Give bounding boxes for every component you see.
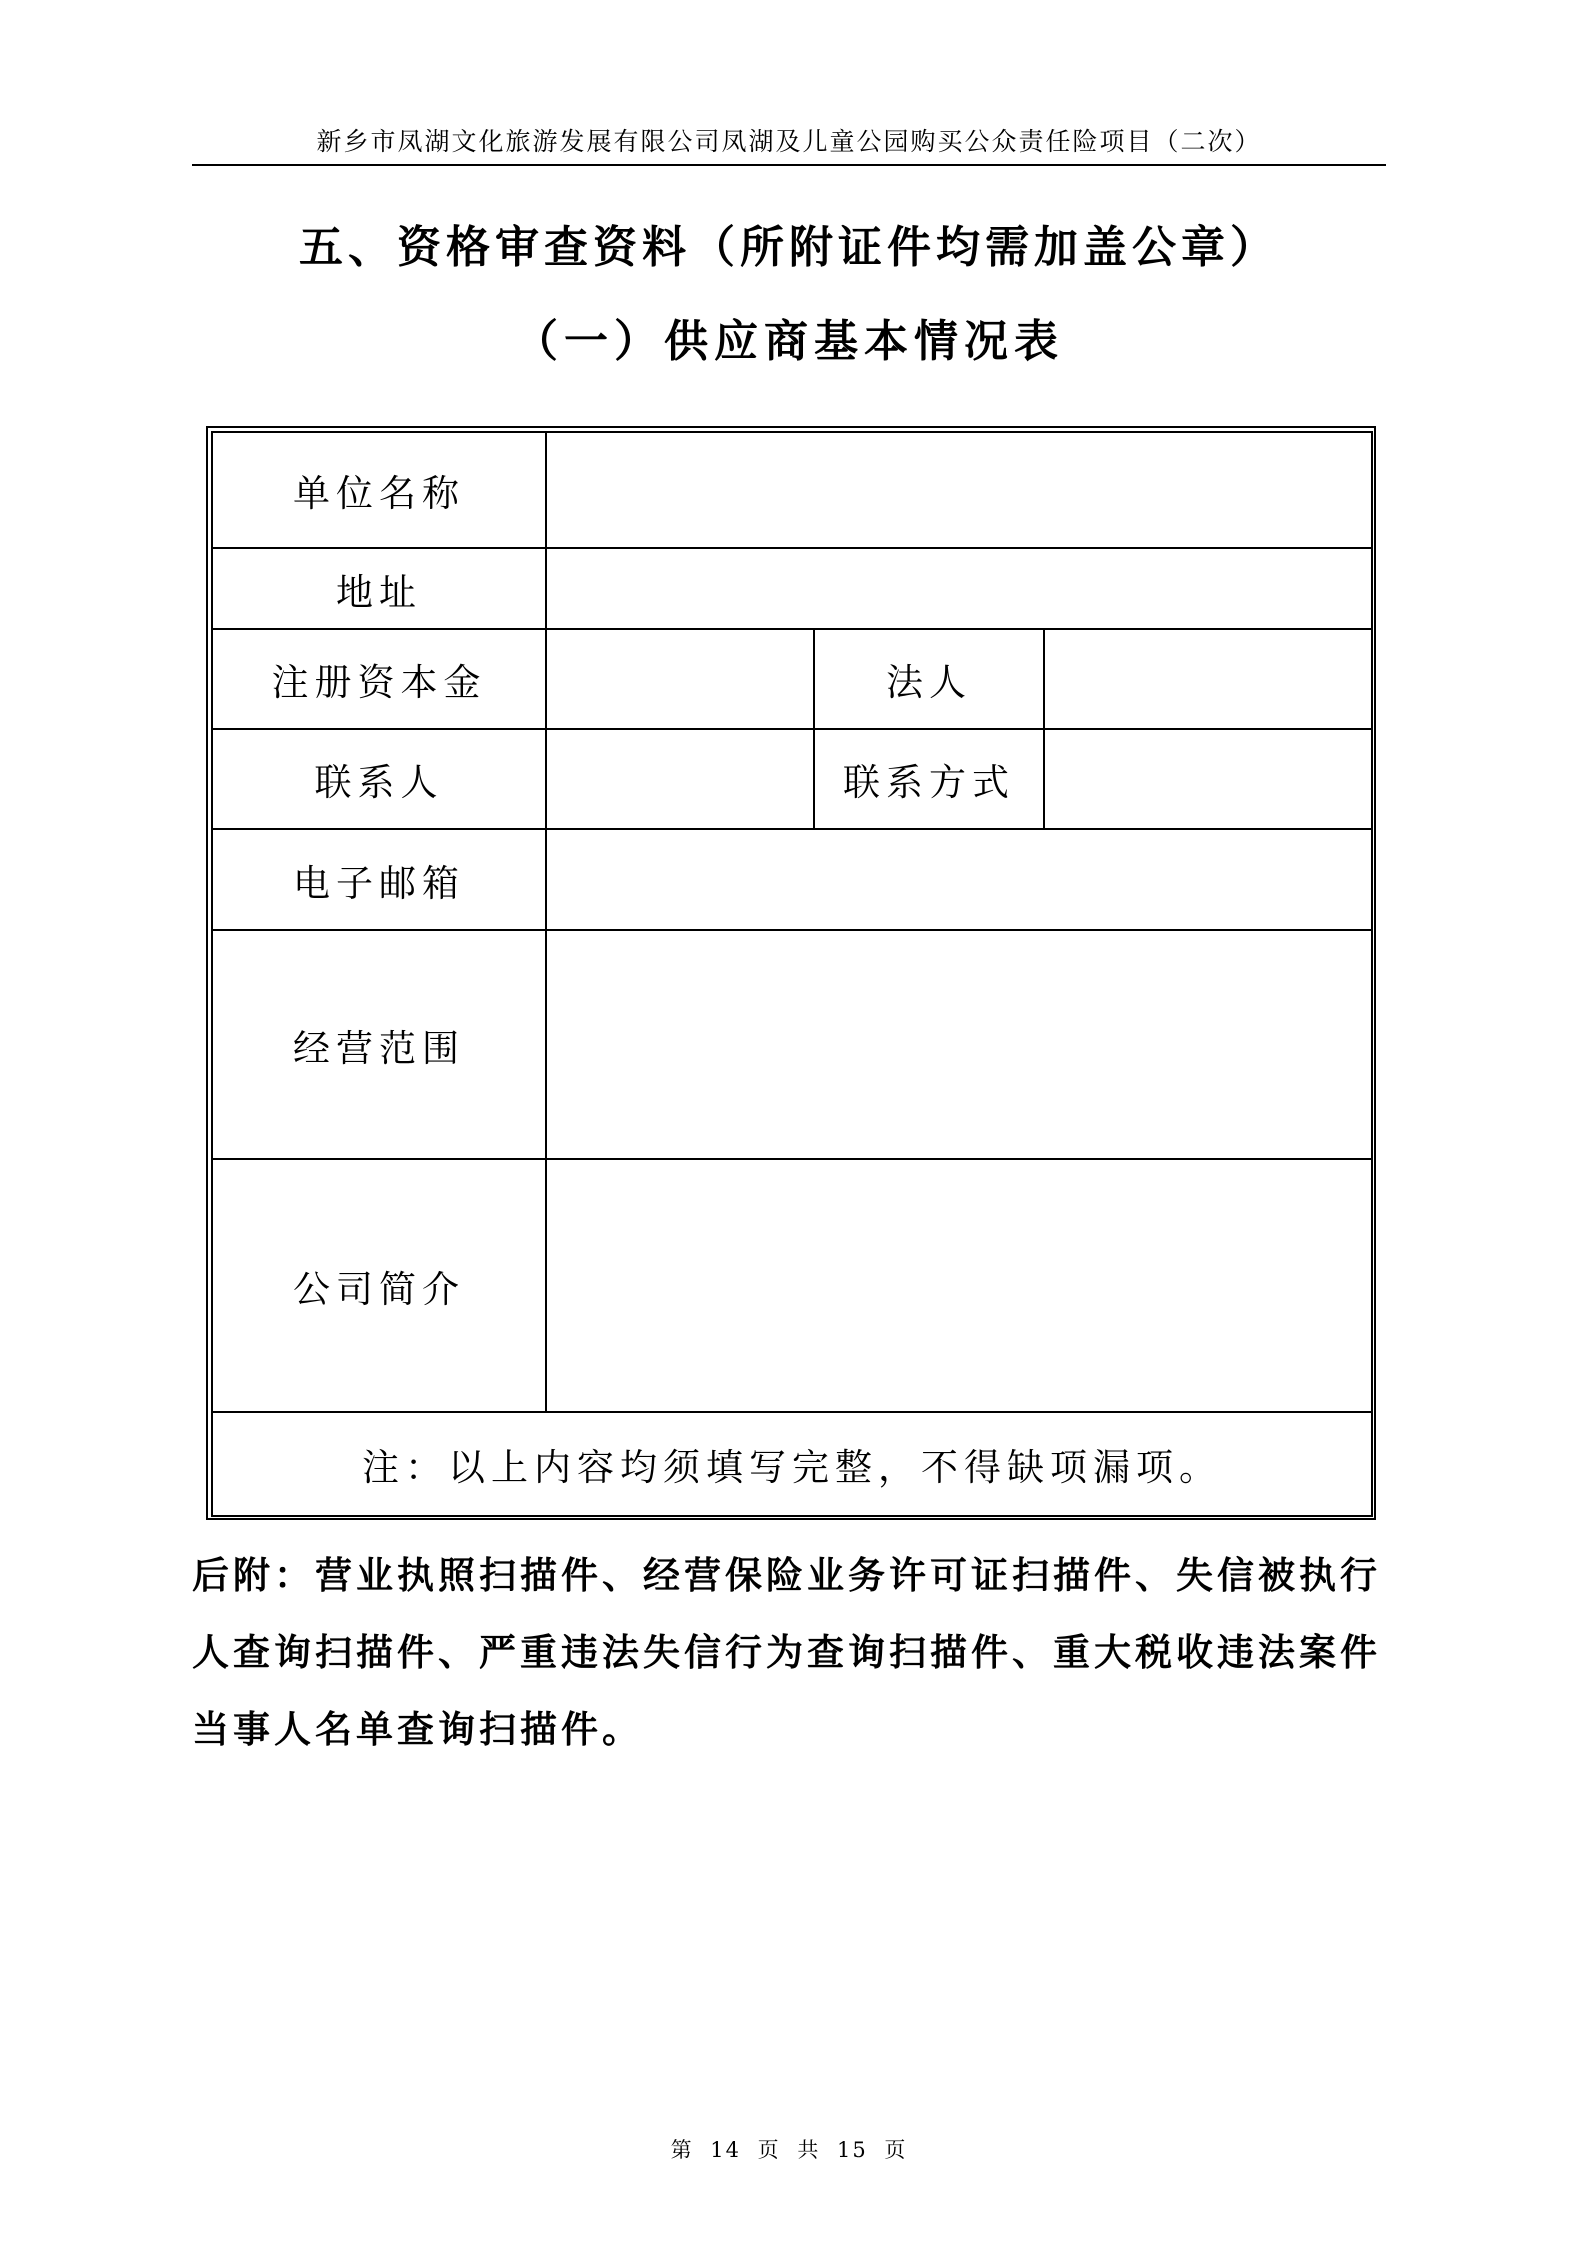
company-profile-label: 公司简介 (212, 1159, 546, 1412)
registered-capital-field[interactable] (546, 629, 814, 729)
legal-person-label: 法人 (814, 629, 1044, 729)
form-note: 注：以上内容均须填写完整，不得缺项漏项。 (212, 1412, 1372, 1516)
table-row (212, 629, 1372, 729)
page-number: 第 14 页 共 15 页 (670, 2138, 908, 2162)
supplier-info-table (211, 431, 1373, 1517)
supplier-info-form (206, 426, 1376, 1520)
email-field[interactable] (546, 829, 1372, 930)
legal-person-field[interactable] (1044, 629, 1372, 729)
address-field[interactable] (546, 548, 1372, 629)
section-heading: 五、资格审查资料（所附证件均需加盖公章） (299, 222, 1279, 273)
company-profile-field[interactable] (546, 1159, 1372, 1412)
table-row (212, 432, 1372, 548)
registered-capital-label: 注册资本金 (212, 629, 546, 729)
appendix-paragraph: 后附：营业执照扫描件、经营保险业务许可证扫描件、失信被执行人查询扫描件、严重违法失信行为查询扫描件、重大税收违法案件当事人名单查询扫描件。 (192, 1553, 1381, 1751)
table-row (212, 829, 1372, 930)
header-rule (192, 164, 1386, 166)
unit-name-field[interactable] (546, 432, 1372, 548)
address-label: 地址 (212, 548, 546, 629)
table-row (212, 1412, 1372, 1516)
contact-person-label: 联系人 (212, 729, 546, 829)
contact-method-label: 联系方式 (814, 729, 1044, 829)
business-scope-field[interactable] (546, 930, 1372, 1159)
running-header: 新乡市凤湖文化旅游发展有限公司凤湖及儿童公园购买公众责任险项目（二次） (316, 127, 1262, 156)
contact-person-field[interactable] (546, 729, 814, 829)
business-scope-label: 经营范围 (212, 930, 546, 1159)
table-row (212, 548, 1372, 629)
table-row (212, 729, 1372, 829)
table-row (212, 930, 1372, 1159)
email-label: 电子邮箱 (212, 829, 546, 930)
table-heading: （一）供应商基本情况表 (514, 316, 1064, 367)
unit-name-label: 单位名称 (212, 432, 546, 548)
table-row (212, 1159, 1372, 1412)
contact-method-field[interactable] (1044, 729, 1372, 829)
